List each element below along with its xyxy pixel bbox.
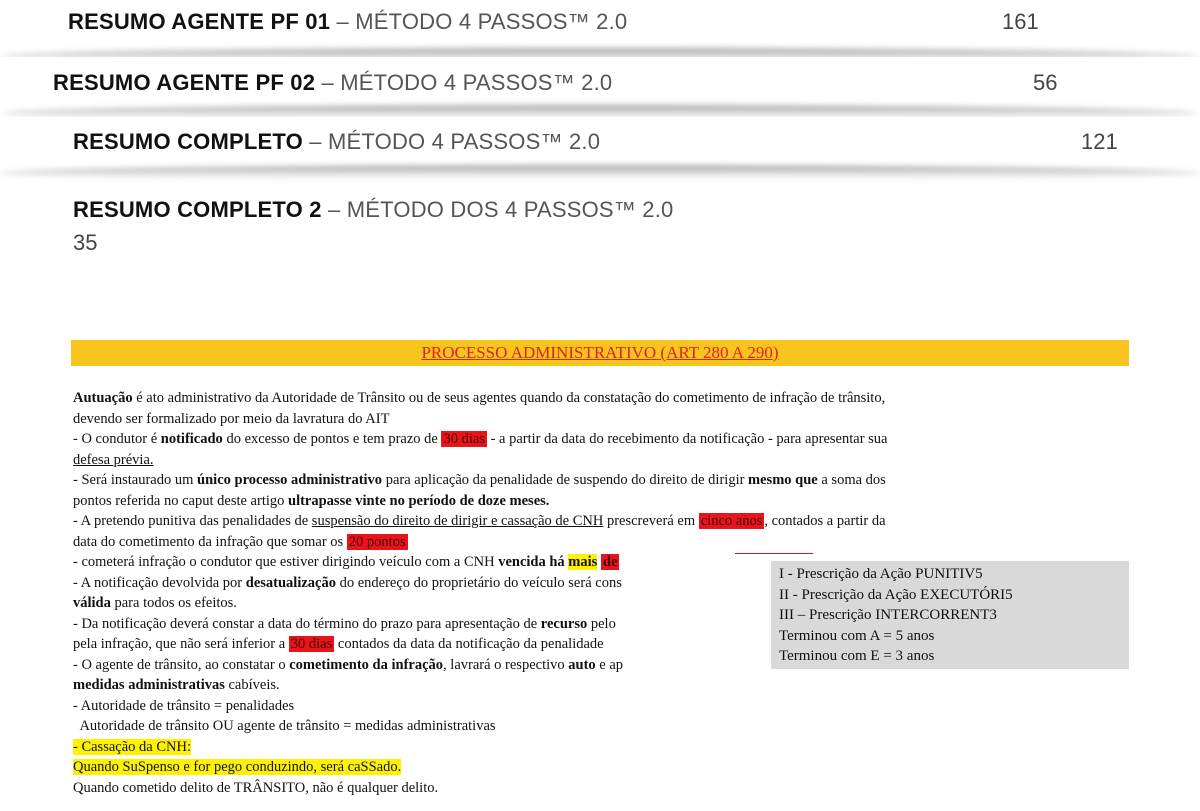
- list-item-resumo-completo-2[interactable]: [0, 185, 1200, 265]
- highlight-yellow: Quando SuSpenso e for pego conduzindo, será caSSado.: [73, 759, 402, 775]
- list-item-resumo-completo[interactable]: [0, 117, 1200, 175]
- highlight-red: 30 dias: [290, 636, 333, 652]
- list-item-title: RESUMO AGENTE PF 01 – MÉTODO 4 PASSOS™ 2.0: [68, 9, 628, 34]
- list-item-count: 161: [1002, 9, 1039, 34]
- doc-line: - cometerá infração o condutor que estiver dirigindo veículo com a CNH vencida há mais de: [73, 554, 618, 570]
- doc-line: - O condutor é notificado do excesso de pontos e tem prazo de 30 dias - a partir da data do recebimento da notificação - para apresentar sua: [73, 431, 888, 447]
- doc-line: - O agente de trânsito, ao constatar o cometimento da infração, lavrará o respectivo auto e ap: [73, 656, 624, 673]
- doc-line: - Autoridade de trânsito = penalidades: [73, 697, 295, 714]
- note-line: Terminou com E = 3 anos: [779, 648, 935, 664]
- doc-line: - A notificação devolvida por desatualização do endereço do proprietário do veículo será cons: [73, 574, 622, 591]
- highlight-red: 30 dias: [443, 431, 485, 447]
- note-line: I - Prescrição da Ação PUNITIV5: [779, 566, 983, 582]
- list-item-count: 35: [73, 230, 98, 255]
- note-line: III – Prescrição INTERCORRENT3: [779, 607, 997, 623]
- doc-line: - A pretendo punitiva das penalidades de suspensão do direito de dirigir e cassação de CNH prescreverá em cinco anos , contados a partir da: [73, 513, 886, 529]
- list-item-resumo-pf01[interactable]: [0, 0, 1200, 58]
- highlight-yellow: mais: [568, 554, 598, 570]
- doc-line: Autuação é ato administrativo da Autoridade de Trânsito ou de seus agentes quando da constatação do cometimento de infração de trânsito,: [73, 390, 886, 406]
- doc-line: devendo ser formalizado por meio da lavratura do AIT: [73, 410, 390, 427]
- document-banner-title: PROCESSO ADMINISTRATIVO (ART 280 A 290): [421, 343, 779, 362]
- red-underline-mark: [735, 553, 813, 554]
- doc-line: pontos referida no caput deste artigo ultrapasse vinte no período de doze meses.: [73, 492, 550, 509]
- list-item-count: 56: [1033, 70, 1058, 95]
- doc-line: Quando cometido delito de TRÂNSITO, não é qualquer delito.: [73, 779, 439, 796]
- list-item-title: RESUMO AGENTE PF 02 – MÉTODO 4 PASSOS™ 2.0: [53, 70, 613, 95]
- document-preview: [0, 330, 1200, 811]
- list-item-title: RESUMO COMPLETO – MÉTODO 4 PASSOS™ 2.0: [73, 129, 601, 154]
- prescription-note-box: [771, 561, 1129, 669]
- note-line: II - Prescrição da Ação EXECUTÓRI5: [779, 586, 1013, 603]
- highlight-red: de: [602, 554, 618, 570]
- doc-line: - Será instaurado um único processo administrativo para aplicação da penalidade de suspendo do direito de dirigir mesmo que a soma dos: [73, 472, 886, 488]
- highlight-red: cinco anos: [700, 513, 763, 529]
- doc-line: Autoridade de trânsito OU agente de trânsito = medidas administrativas: [73, 718, 496, 734]
- doc-line: data do cometimento da infração que somar os 20 pontos: [73, 533, 406, 550]
- highlight-red: 20 pontos: [348, 533, 406, 550]
- document-banner: [71, 340, 1129, 366]
- list-item-title: RESUMO COMPLETO 2 – MÉTODO DOS 4 PASSOS™ 2.0: [73, 197, 674, 222]
- list-item-count: 121: [1081, 129, 1118, 154]
- list-item-resumo-pf02[interactable]: [0, 57, 1200, 115]
- doc-line: [73, 757, 1133, 778]
- highlight-yellow: - Cassação da CNH:: [73, 738, 191, 755]
- doc-line: válida para todos os efeitos.: [73, 595, 237, 611]
- doc-line: - Da notificação deverá constar a data do término do prazo para apresentação de recurso pelo: [73, 615, 616, 632]
- doc-line: pela infração, que não será inferior a 30 dias contados da data da notificação da penalidade: [73, 636, 604, 652]
- doc-line: medidas administrativas cabíveis.: [73, 677, 280, 693]
- doc-line: defesa prévia.: [73, 451, 154, 468]
- doc-line: [73, 737, 1133, 758]
- note-line: Terminou com A = 5 anos: [779, 627, 935, 644]
